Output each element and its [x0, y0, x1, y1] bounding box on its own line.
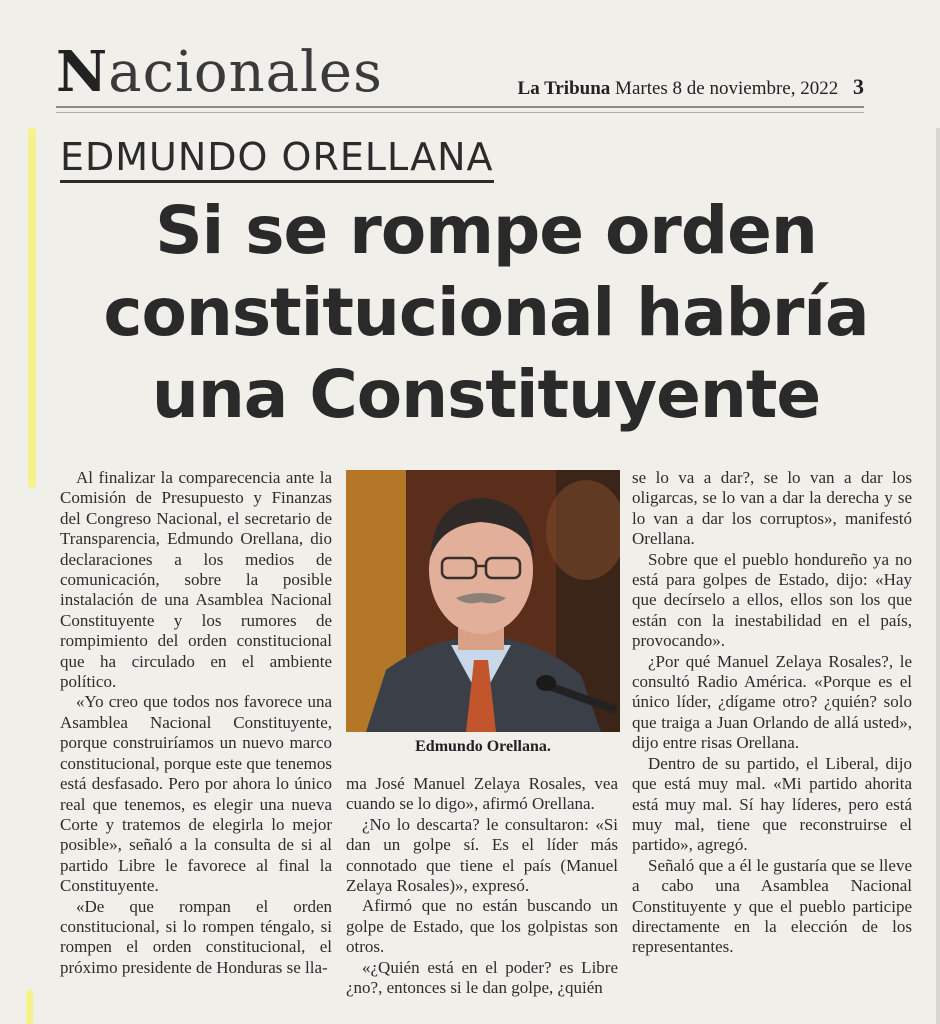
- masthead-rule-thin: [56, 112, 864, 113]
- masthead-info: [518, 74, 864, 100]
- paragraph: Señaló que a él le gustaría que se lleve a cabo una Asamblea Nacional Constituyente y que el pueblo participe directamente en la elección de los representantes.: [632, 855, 912, 957]
- paragraph: Afirmó que no están buscando un golpe de Estado, que los golpistas son otros.: [346, 896, 618, 957]
- article-headline: Si se rompe orden constitucional habría una Constituyente: [103, 192, 869, 433]
- highlighter-mark-bottom: [26, 990, 33, 1024]
- photo-caption: Edmundo Orellana.: [415, 738, 551, 755]
- article-column-3: [632, 468, 912, 958]
- paragraph: se lo va a dar?, se lo van a dar los oligarcas, se lo van a dar la derecha y se lo van a dar los corruptos», manifestó Orellana.: [632, 468, 912, 549]
- newspaper-name: La Tribuna: [517, 78, 611, 99]
- page-edge: [936, 128, 940, 1024]
- publication-date: Martes 8 de noviembre, 2022: [615, 78, 839, 99]
- paragraph: Sobre que el pueblo hondureño ya no está para golpes de Estado, dijo: «Hay que decírselo a ellos, ellos son los que están con la inestabilidad en el país, provocando».: [632, 549, 912, 651]
- paragraph: ¿Por qué Manuel Zelaya Rosales?, le consultó Radio América. «Porque es el único líder, ¿dígame otro? ¿quién? solo que traiga a Juan Orlando de allá usted», dijo entre risas Orellana.: [632, 651, 912, 753]
- paragraph: «¿Quién está en el poder? es Libre ¿no?, entonces si le dan golpe, ¿quién: [346, 957, 618, 998]
- paragraph: ma José Manuel Zelaya Rosales, vea cuando se lo digo», afirmó Orellana.: [346, 774, 618, 814]
- section-title: Nacionales: [56, 39, 383, 105]
- paragraph: Al finalizar la comparecencia ante la Comisión de Presupuesto y Finanzas del Congreso Nacional, el secretario de Transparencia, Edmundo Orellana, dio declaraciones a los medios de comunicación, sobre la posible instalación de una Asamblea Nacional Constituyente y los rumores de rompimiento del orden constitucional que ha circulado en el ambiente político.: [60, 468, 332, 692]
- paragraph: «Yo creo que todos nos favorece una Asamblea Nacional Constituyente, porque construiríamos un nuevo marco constitucional, porque este que tenemos está desfasado. Pero por ahora lo único real que tenemos, es elegir una nueva Corte y tratemos de elegirla lo mejor posible», señaló a la consulta de si al partido Libre le favorece al final la Constituyente.: [60, 692, 332, 896]
- portrait-illustration: [346, 470, 620, 732]
- paragraph: «De que rompan el orden constitucional, si lo rompen téngalo, si rompen el orden constitucional, el próximo presidente de Honduras se lla-: [60, 896, 332, 977]
- masthead-rule: [56, 106, 864, 108]
- article-kicker: EDMUNDO ORELLANA: [60, 134, 494, 183]
- highlighter-mark: [28, 128, 36, 488]
- paragraph: ¿No lo descarta? le consultaron: «Si dan un golpe sí. Es el líder más connotado que tiene el país (Manuel Zelaya Rosales)», expresó.: [346, 814, 618, 896]
- article-column-1: [60, 468, 332, 978]
- page-number: 3: [853, 74, 864, 99]
- paragraph: Dentro de su partido, el Liberal, dijo que está muy mal. «Mi partido ahorita está muy mal. Sí hay líderes, pero está muy mal, tiene que reconstruirse el partido», agregó.: [632, 753, 912, 855]
- article-photo: [346, 470, 620, 732]
- article-column-2: [346, 774, 618, 998]
